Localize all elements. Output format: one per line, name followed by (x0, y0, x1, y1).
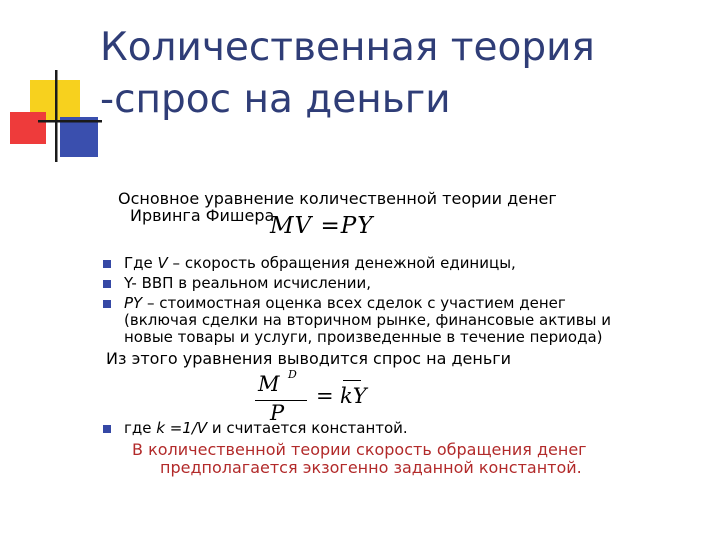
bullet-3-line-3: новые товары и услуги, произведенные в течение периода) (124, 328, 603, 346)
fisher-rhs: PY (340, 213, 374, 239)
red-note-line-2: предполагается экзогенно заданной константой. (160, 458, 582, 477)
k-bullet (124, 420, 408, 437)
title-line-2: -спрос на деньги (100, 77, 451, 122)
bullet-3-var: PY (124, 294, 143, 312)
intro-line-2: Ирвинга Фишера (130, 206, 275, 225)
bullet-1-text: – скорость обращения денежной единицы, (167, 254, 516, 272)
fisher-equation (270, 213, 373, 239)
k-bullet-prefix: где (124, 419, 157, 437)
bullet-1 (124, 255, 516, 272)
title-line-1: Количественная теория (100, 25, 595, 70)
bullet-2: Y- ВВП в реальном исчислении, (124, 274, 371, 292)
demand-rhs: kY (340, 384, 367, 408)
demand-numerator: M (258, 372, 280, 396)
k-overbar (343, 380, 361, 381)
demand-superscript: D (288, 368, 297, 381)
demand-equals: = (316, 384, 334, 408)
bullet-1-var: V (157, 254, 168, 272)
red-note-line-1: В количественной теории скорость обращения денег (132, 440, 587, 459)
bullet-marker-4 (103, 425, 111, 433)
bullet-marker-2 (103, 280, 111, 288)
k-bullet-suffix: и считается константой. (207, 419, 408, 437)
intro-line-1: Основное уравнение количественной теории денег (118, 189, 557, 208)
bullet-3-line-2: (включая сделки на вторичном рынке, финансовые активы и (124, 311, 611, 329)
demand-intro: Из этого уравнения выводится спрос на деньги (106, 349, 512, 368)
bullet-marker-1 (103, 260, 111, 268)
k-bullet-formula: k =1/V (156, 419, 208, 437)
fisher-equals: = (320, 213, 341, 239)
bullet-3 (124, 295, 566, 312)
demand-denominator: P (270, 401, 285, 425)
bullet-3-text: – стоимостная оценка всех сделок с участием денег (142, 294, 566, 312)
bullet-marker-3 (103, 300, 111, 308)
fisher-lhs: MV (270, 213, 313, 239)
bullet-1-prefix: Где (124, 254, 158, 272)
